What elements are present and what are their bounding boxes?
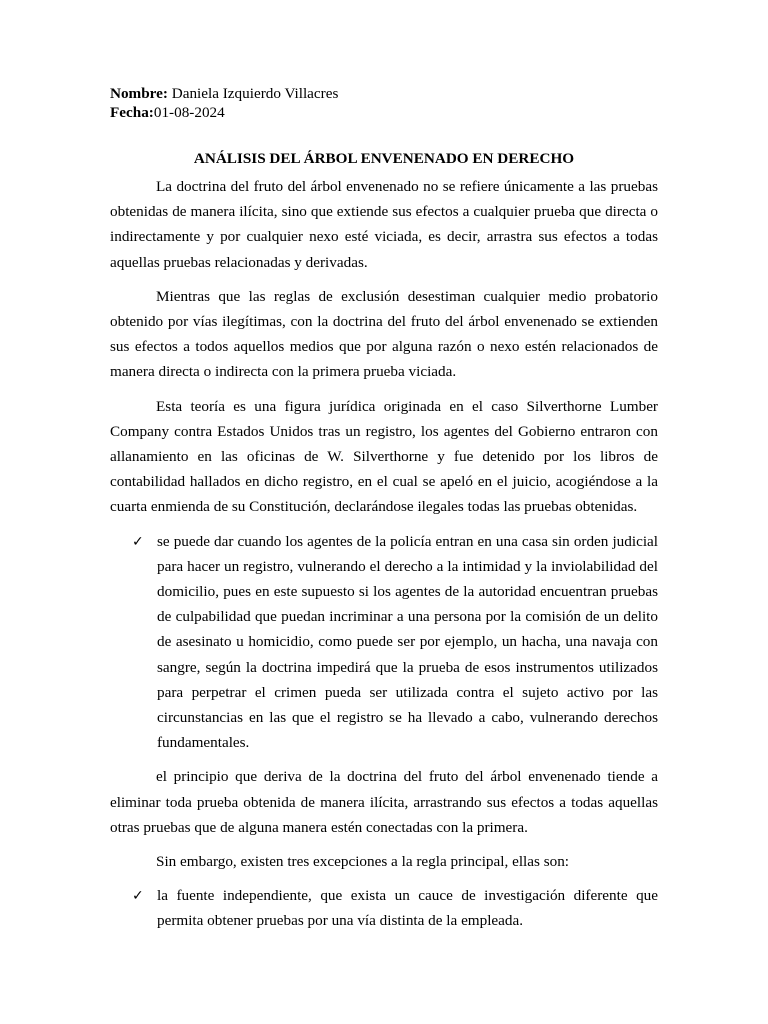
paragraph: Esta teoría es una figura jurídica originada en el caso Silverthorne Lumber Company contra Estados Unidos tras un registro, los agentes del Gobierno entraron con allanamiento en las oficinas de W. Silverthorne y fue detenido por los libros de contabilidad hallados en dicho registro, en el cual se apeló en el juicio, acogiéndose a la cuarta enmienda de su Constitución, declarándose ilegales todas las pruebas obtenidas. [110, 397, 658, 516]
date-label: Fecha: [110, 103, 154, 121]
check-icon: ✓ [132, 888, 144, 905]
paragraph: La doctrina del fruto del árbol envenenado no se refiere únicamente a las pruebas obtenidas de manera ilícita, sino que extiende sus efectos a cualquier prueba que directa o indirectamente y por cualquier nexo esté viciada, es decir, arrastra sus efectos a todas aquellas pruebas relacionadas y derivadas. [110, 178, 658, 271]
paragraph: el principio que deriva de la doctrina del fruto del árbol envenenado tiende a eliminar toda prueba obtenida de manera ilícita, arrastrando sus efectos a todas aquellas otras pruebas que de alguna manera estén conectadas con la primera. [110, 768, 658, 836]
name-label: Nombre: [110, 85, 168, 102]
bullet-text: la fuente independiente, que exista un cauce de investigación diferente que permita obtener pruebas por una vía distinta de la empleada. [157, 887, 658, 930]
document-body [110, 174, 658, 943]
name-line [110, 85, 338, 104]
check-icon: ✓ [132, 533, 144, 550]
document-header [110, 85, 338, 122]
date-line [110, 104, 338, 123]
document-title: ANÁLISIS DEL ÁRBOL ENVENENADO EN DERECHO [193, 150, 575, 167]
date-value: 01-08-2024 [153, 103, 225, 121]
bullet-text: se puede dar cuando los agentes de la policía entran en una casa sin orden judicial para hacer un registro, vulnerando el derecho a la intimidad y la inviolabilidad del domicilio, pues en este supuesto si los agentes de la autoridad encuentran pruebas de culpabilidad que puedan incriminar a una persona por la comisión de un delito de asesinato u homicidio, como puede ser por ejemplo, un hacha, una navaja con sangre, según la doctrina impedirá que la prueba de esos instrumentos utilizados para perpetrar el crimen pueda ser utilizada contra el sujeto activo por las circunstancias en las que el registro se ha llevado a cabo, vulnerando derechos fundamentales. [157, 532, 658, 752]
name-value: Daniela Izquierdo Villacres [167, 85, 339, 102]
bullet-item [110, 883, 658, 933]
paragraph: Sin embargo, existen tres excepciones a la regla principal, ellas son: [156, 853, 570, 871]
bullet-item [110, 529, 658, 756]
paragraph: Mientras que las reglas de exclusión desestiman cualquier medio probatorio obtenido por vías ilegítimas, con la doctrina del fruto del árbol envenenado se extienden sus efectos a todos aquellos medios que por alguna razón o nexo estén relacionados de manera directa o indirecta con la primera prueba viciada. [110, 287, 658, 381]
